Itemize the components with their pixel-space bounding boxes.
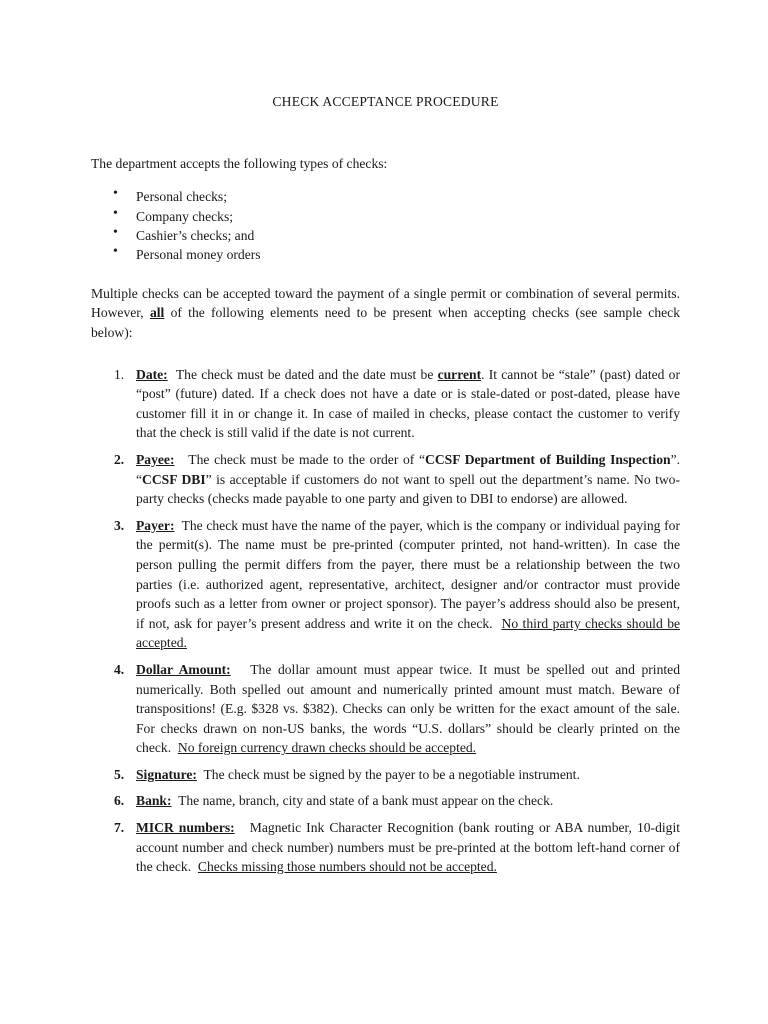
requirement-bank: [91, 791, 680, 811]
intro-text: The department accepts the following types of checks:: [91, 155, 388, 171]
requirement-payer: [91, 516, 680, 653]
item-heading: Payee:: [136, 451, 175, 467]
item-number: 4.: [114, 661, 125, 677]
item-heading: Date:: [136, 366, 168, 382]
item-text: The dollar amount must appear twice. It must be spelled out and printed numerically. Both spelled out amount and numerically printed amount must match. Beware of transpositions! (E.g. $328 vs. $382). Checks can only be written for the exact amount of the sale. For checks drawn on non-US banks, the words “U.S. dollars” should be clearly printed on the check.: [136, 661, 680, 756]
item-text: ” is acceptable if customers do not want to spell out the department’s name. No two-party checks (checks made payable to one party and given to DBI to endorse) are allowed.: [136, 471, 680, 507]
item-heading: MICR numbers:: [136, 820, 235, 836]
payee-name: CCSF Department of Building Inspection: [425, 451, 671, 467]
item-text: ”. “: [136, 451, 680, 487]
paragraph-text: Multiple checks can be accepted toward the payment of a single permit or combination of several permits. However,: [91, 285, 680, 321]
requirement-payee: [91, 450, 680, 509]
payee-short-name: CCSF DBI: [142, 471, 206, 487]
item-number: 7.: [114, 820, 125, 836]
item-warning: Checks missing those numbers should not be accepted.: [197, 859, 497, 875]
item-text: The check must be signed by the payer to be a negotiable instrument.: [203, 766, 580, 782]
item-text: . It cannot be “stale” (past) dated or “post” (future) dated. If a check does not have a date or is stale-dated or post-dated, please have customer fill it in or change it. In case of mailed in checks, please contact the customer to verify that the check is still valid if the date is not current.: [136, 366, 680, 441]
list-item: • Personal money orders: [113, 245, 680, 264]
paragraph-text: of the following elements need to be present when accepting checks (see sample check below):: [91, 305, 680, 340]
requirements-paragraph: [91, 284, 680, 343]
emphasis-all: all: [149, 305, 165, 321]
item-number: 5.: [114, 766, 125, 782]
item-text: The name, branch, city and state of a bank must appear on the check.: [178, 793, 554, 809]
requirements-list: [91, 365, 680, 877]
emphasis-current: current: [437, 366, 482, 382]
item-heading: Signature:: [136, 766, 197, 782]
item-number: 2.: [114, 451, 125, 467]
item-number: 6.: [114, 793, 125, 809]
item-text: The check must be dated and the date must be: [175, 366, 434, 382]
requirement-date: [91, 365, 680, 443]
list-item: • Personal checks;: [113, 187, 680, 206]
item-text: The check must have the name of the payer, which is the company or individual paying for the permit(s). The name must be pre-printed (computer printed, not hand-written). In case the person pulling the permit differs from the payer, there must be a relationship between the two parties (i.e. authorized agent, representative, architect, designer and/or contractor must provide proofs such as a letter from owner or project sponsor). The payer’s address should also be present, if not, ask for payer’s present address and write it on the check.: [136, 517, 680, 631]
item-number: 1.: [114, 366, 125, 382]
item-number: 3.: [114, 517, 125, 533]
list-item: • Company checks;: [113, 207, 680, 226]
requirement-dollar-amount: [91, 660, 680, 758]
item-warning: No foreign currency drawn checks should be accepted.: [177, 740, 477, 756]
requirement-signature: [91, 765, 680, 785]
item-heading: Dollar Amount:: [136, 661, 231, 677]
item-warning: No third party checks should be accepted.: [136, 615, 681, 651]
item-text: Magnetic Ink Character Recognition (bank routing or ABA number, 10-digit account number and check number) numbers must be pre-printed at the bottom left-hand corner of the check.: [136, 820, 680, 875]
document-title: CHECK ACCEPTANCE PROCEDURE: [272, 94, 499, 109]
list-item: • Cashier’s checks; and: [113, 226, 680, 245]
check-types-list: [91, 187, 680, 265]
item-heading: Payer:: [136, 517, 175, 533]
item-text: The check must be made to the order of “: [188, 451, 426, 467]
item-heading: Bank:: [136, 793, 172, 809]
requirement-micr-numbers: [91, 818, 680, 877]
